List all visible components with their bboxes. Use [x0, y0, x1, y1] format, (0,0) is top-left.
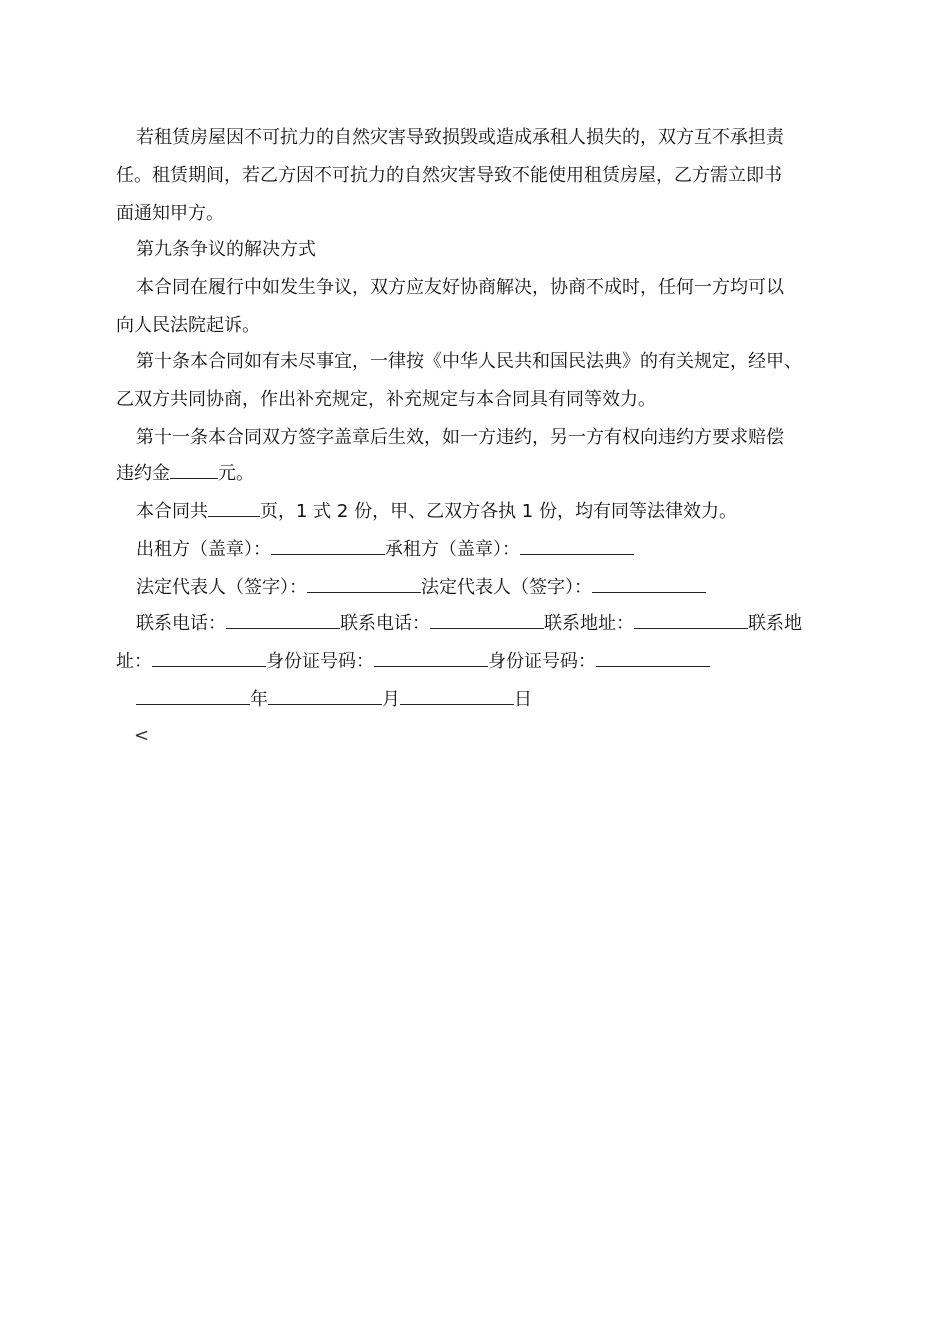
date-line: [136, 688, 532, 712]
page-count-blank[interactable]: [208, 500, 260, 517]
lessor-id-label: 身份证号码：: [266, 651, 374, 672]
penalty-amount-blank[interactable]: [170, 462, 218, 479]
penalty-label: 违约金: [116, 463, 170, 484]
lessee-rep-blank[interactable]: [592, 576, 706, 593]
representative-line: [136, 576, 706, 600]
lessor-rep-blank[interactable]: [307, 576, 421, 593]
lessee-phone-blank[interactable]: [430, 612, 544, 629]
article-10-line-2: 乙双方共同协商，作出补充规定，补充规定与本合同具有同等效力。: [116, 389, 656, 410]
lessor-id-blank[interactable]: [374, 650, 488, 667]
lessor-seal-blank[interactable]: [271, 538, 385, 555]
lessee-address-blank[interactable]: [152, 650, 266, 667]
paragraph-force-majeure-line-2: 任。租赁期间，若乙方因不可抗力的自然灾害导致不能使用租赁房屋，乙方需立即书: [116, 165, 782, 186]
lessee-address-label-part-2: 址：: [116, 651, 152, 672]
paragraph-dispute-line-2: 向人民法院起诉。: [116, 315, 260, 336]
lessee-id-label: 身份证号码：: [488, 651, 596, 672]
article-11-line-2: [116, 462, 254, 486]
article-10-line-1: 第十条本合同如有未尽事宜，一律按《中华人民共和国民法典》的有关规定，经甲、: [136, 351, 802, 372]
lessor-address-blank[interactable]: [634, 612, 748, 629]
lessee-rep-label: 法定代表人（签字）：: [421, 577, 592, 598]
year-blank[interactable]: [136, 688, 250, 705]
page-count-line: [136, 500, 737, 524]
lessee-seal-blank[interactable]: [520, 538, 634, 555]
lessor-phone-label: 联系电话：: [136, 613, 226, 634]
lessor-phone-blank[interactable]: [226, 612, 340, 629]
contact-line-1: [136, 612, 802, 636]
lessee-address-label-part-1: 联系地: [748, 613, 802, 634]
paragraph-force-majeure-line-3: 面通知甲方。: [116, 203, 224, 224]
trailing-mark: <: [134, 725, 150, 746]
lessor-rep-label: 法定代表人（签字）：: [136, 577, 307, 598]
lessee-seal-label: 承租方（盖章）：: [385, 539, 520, 560]
page-count-post: 页，1 式 2 份，甲、乙双方各执 1 份，均有同等法律效力。: [260, 501, 737, 522]
article-11-line-1: 第十一条本合同双方签字盖章后生效，如一方违约，另一方有权向违约方要求赔偿: [136, 427, 784, 448]
day-label: 日: [514, 689, 532, 710]
paragraph-dispute-line-1: 本合同在履行中如发生争议，双方应友好协商解决，协商不成时，任何一方均可以: [136, 277, 784, 298]
lessor-address-label: 联系地址：: [544, 613, 634, 634]
seal-line: [136, 538, 634, 562]
year-label: 年: [250, 689, 268, 710]
month-label: 月: [382, 689, 400, 710]
day-blank[interactable]: [400, 688, 514, 705]
lessee-id-blank[interactable]: [596, 650, 710, 667]
article-9-heading: 第九条争议的解决方式: [136, 239, 316, 260]
page-count-pre: 本合同共: [136, 501, 208, 522]
contact-line-2: [116, 650, 710, 674]
paragraph-force-majeure-line-1: 若租赁房屋因不可抗力的自然灾害导致损毁或造成承租人损失的，双方互不承担责: [136, 127, 784, 148]
lessee-phone-label: 联系电话：: [340, 613, 430, 634]
lessor-seal-label: 出租方（盖章）：: [136, 539, 271, 560]
month-blank[interactable]: [268, 688, 382, 705]
penalty-unit: 元。: [218, 463, 254, 484]
